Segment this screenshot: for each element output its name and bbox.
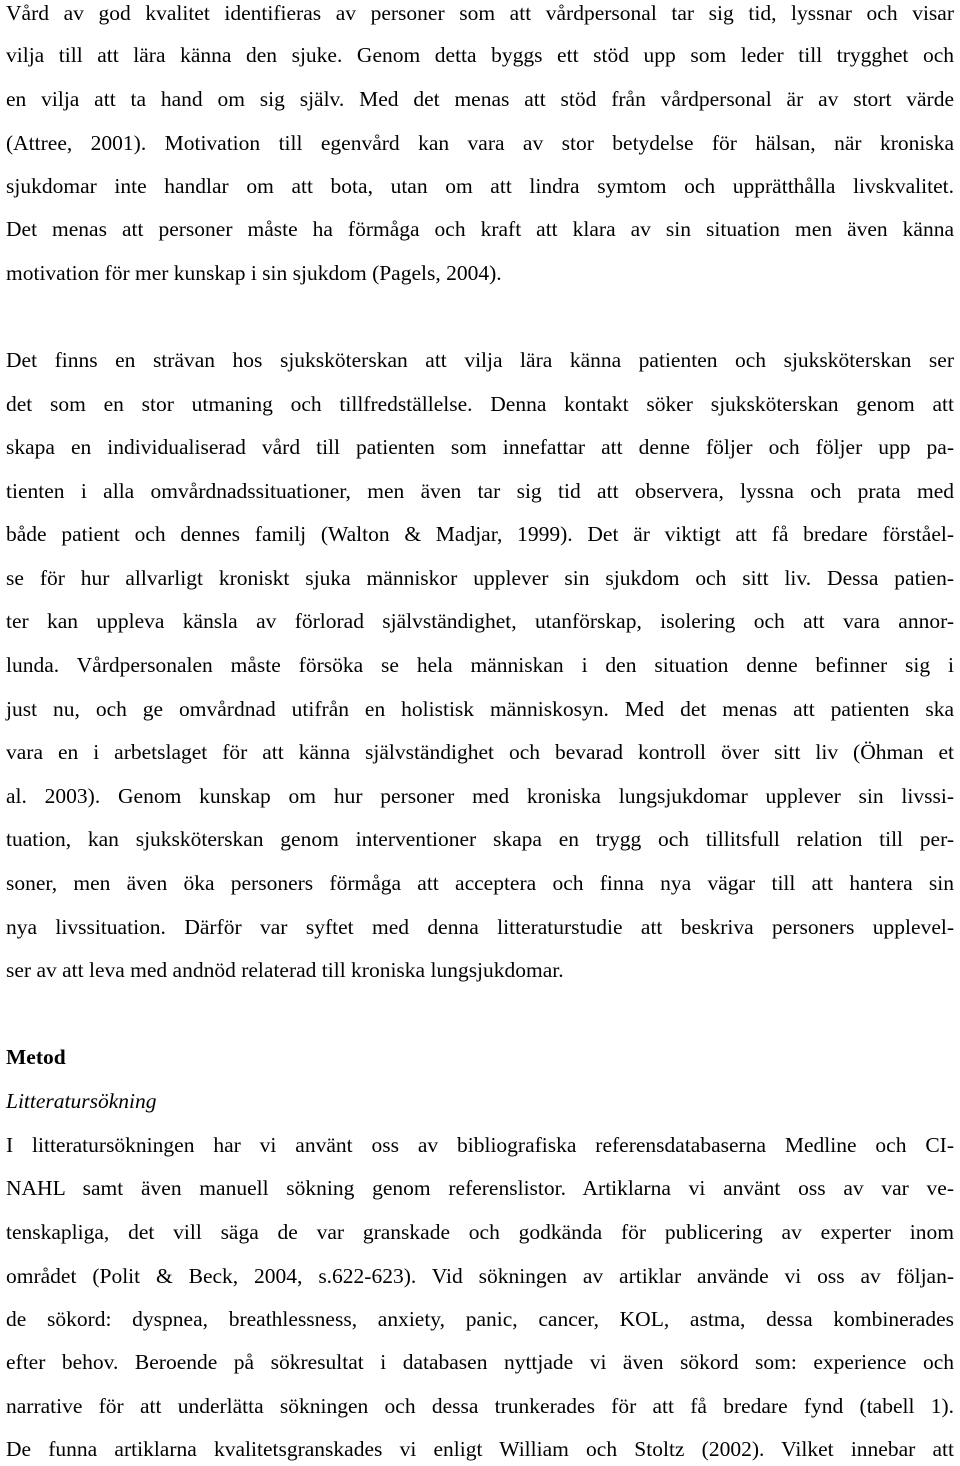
text-line: De funna artiklarna kvalitetsgranskades vi enligt William och Stoltz (2002). Vilket innebar att	[6, 1437, 954, 1461]
text-line: motivation för mer kunskap i sin sjukdom (Pagels, 2004).	[6, 261, 502, 285]
text-line: nya livssituation. Därför var syftet med denna litteraturstudie att beskriva personers upplevel-	[6, 915, 954, 939]
text-line: al. 2003). Genom kunskap om hur personer med kroniska lungsjukdomar upplever sin livssi-	[6, 784, 954, 808]
text-line: (Attree, 2001). Motivation till egenvård kan vara av stor betydelse för hälsan, när kroniska	[6, 131, 954, 155]
text-line: tenskapliga, det vill säga de var granskade och godkända för publicering av experter inom	[6, 1220, 954, 1244]
text-line: Det menas att personer måste ha förmåga och kraft att klara av sin situation men även känna	[6, 217, 954, 241]
text-line: tuation, kan sjuksköterskan genom interventioner skapa en trygg och tillitsfull relation till per-	[6, 827, 954, 851]
text-line: NAHL samt även manuell sökning genom referenslistor. Artiklarna vi använt oss av var ve-	[6, 1176, 954, 1200]
section-heading: Metod	[6, 1045, 66, 1069]
text-line: sjukdomar inte handlar om att bota, utan om att lindra symtom och upprätthålla livskvalitet.	[6, 174, 954, 198]
subsection-heading: Litteratursökning	[6, 1089, 157, 1113]
text-line: lunda. Vårdpersonalen måste försöka se hela människan i den situation denne befinner sig i	[6, 653, 954, 677]
text-line: narrative för att underlätta sökningen och dessa trunkerades för att få bredare fynd (tabell 1).	[6, 1394, 954, 1418]
text-line: tienten i alla omvårdnadssituationer, men även tar sig tid att observera, lyssna och prata med	[6, 479, 954, 503]
text-line: både patient och dennes familj (Walton & Madjar, 1999). Det är viktigt att få bredare förståel-	[6, 522, 954, 546]
text-line: Det finns en strävan hos sjuksköterskan att vilja lära känna patienten och sjuksköterskan ser	[6, 348, 954, 372]
text-line: efter behov. Beroende på sökresultat i databasen nyttjade vi även sökord som: experience och	[6, 1350, 954, 1374]
text-line: ter kan uppleva känsla av förlorad självständighet, utanförskap, isolering och att vara annor-	[6, 609, 954, 633]
text-line: en vilja att ta hand om sig själv. Med det menas att stöd från vårdpersonal är av stort värde	[6, 87, 954, 111]
text-line: I litteratursökningen har vi använt oss av bibliografiska referensdatabaserna Medline och CI-	[6, 1133, 954, 1157]
text-line: se för hur allvarligt kroniskt sjuka människor upplever sin sjukdom och sitt liv. Dessa patien-	[6, 566, 954, 590]
text-line: området (Polit & Beck, 2004, s.622-623). Vid sökningen av artiklar använde vi oss av följan-	[6, 1264, 954, 1288]
text-line: skapa en individualiserad vård till patienten som innefattar att denne följer och följer upp pa-	[6, 435, 954, 459]
text-line: Vård av god kvalitet identifieras av personer som att vårdpersonal tar sig tid, lyssnar och visar	[6, 1, 954, 25]
text-line: just nu, och ge omvårdnad utifrån en holistisk människosyn. Med det menas att patienten ska	[6, 697, 954, 721]
text-line: vara en i arbetslaget för att känna självständighet och bevarad kontroll över sitt liv (Öhman et	[6, 740, 954, 764]
text-line: vilja till att lära känna den sjuke. Genom detta byggs ett stöd upp som leder till trygghet och	[6, 43, 954, 67]
text-line: ser av att leva med andnöd relaterad till kroniska lungsjukdomar.	[6, 958, 564, 982]
text-line: det som en stor utmaning och tillfredställelse. Denna kontakt söker sjuksköterskan genom att	[6, 392, 954, 416]
text-line: de sökord: dyspnea, breathlessness, anxiety, panic, cancer, KOL, astma, dessa kombinerades	[6, 1307, 954, 1331]
text-line: soner, men även öka personers förmåga att acceptera och finna nya vägar till att hantera sin	[6, 871, 954, 895]
